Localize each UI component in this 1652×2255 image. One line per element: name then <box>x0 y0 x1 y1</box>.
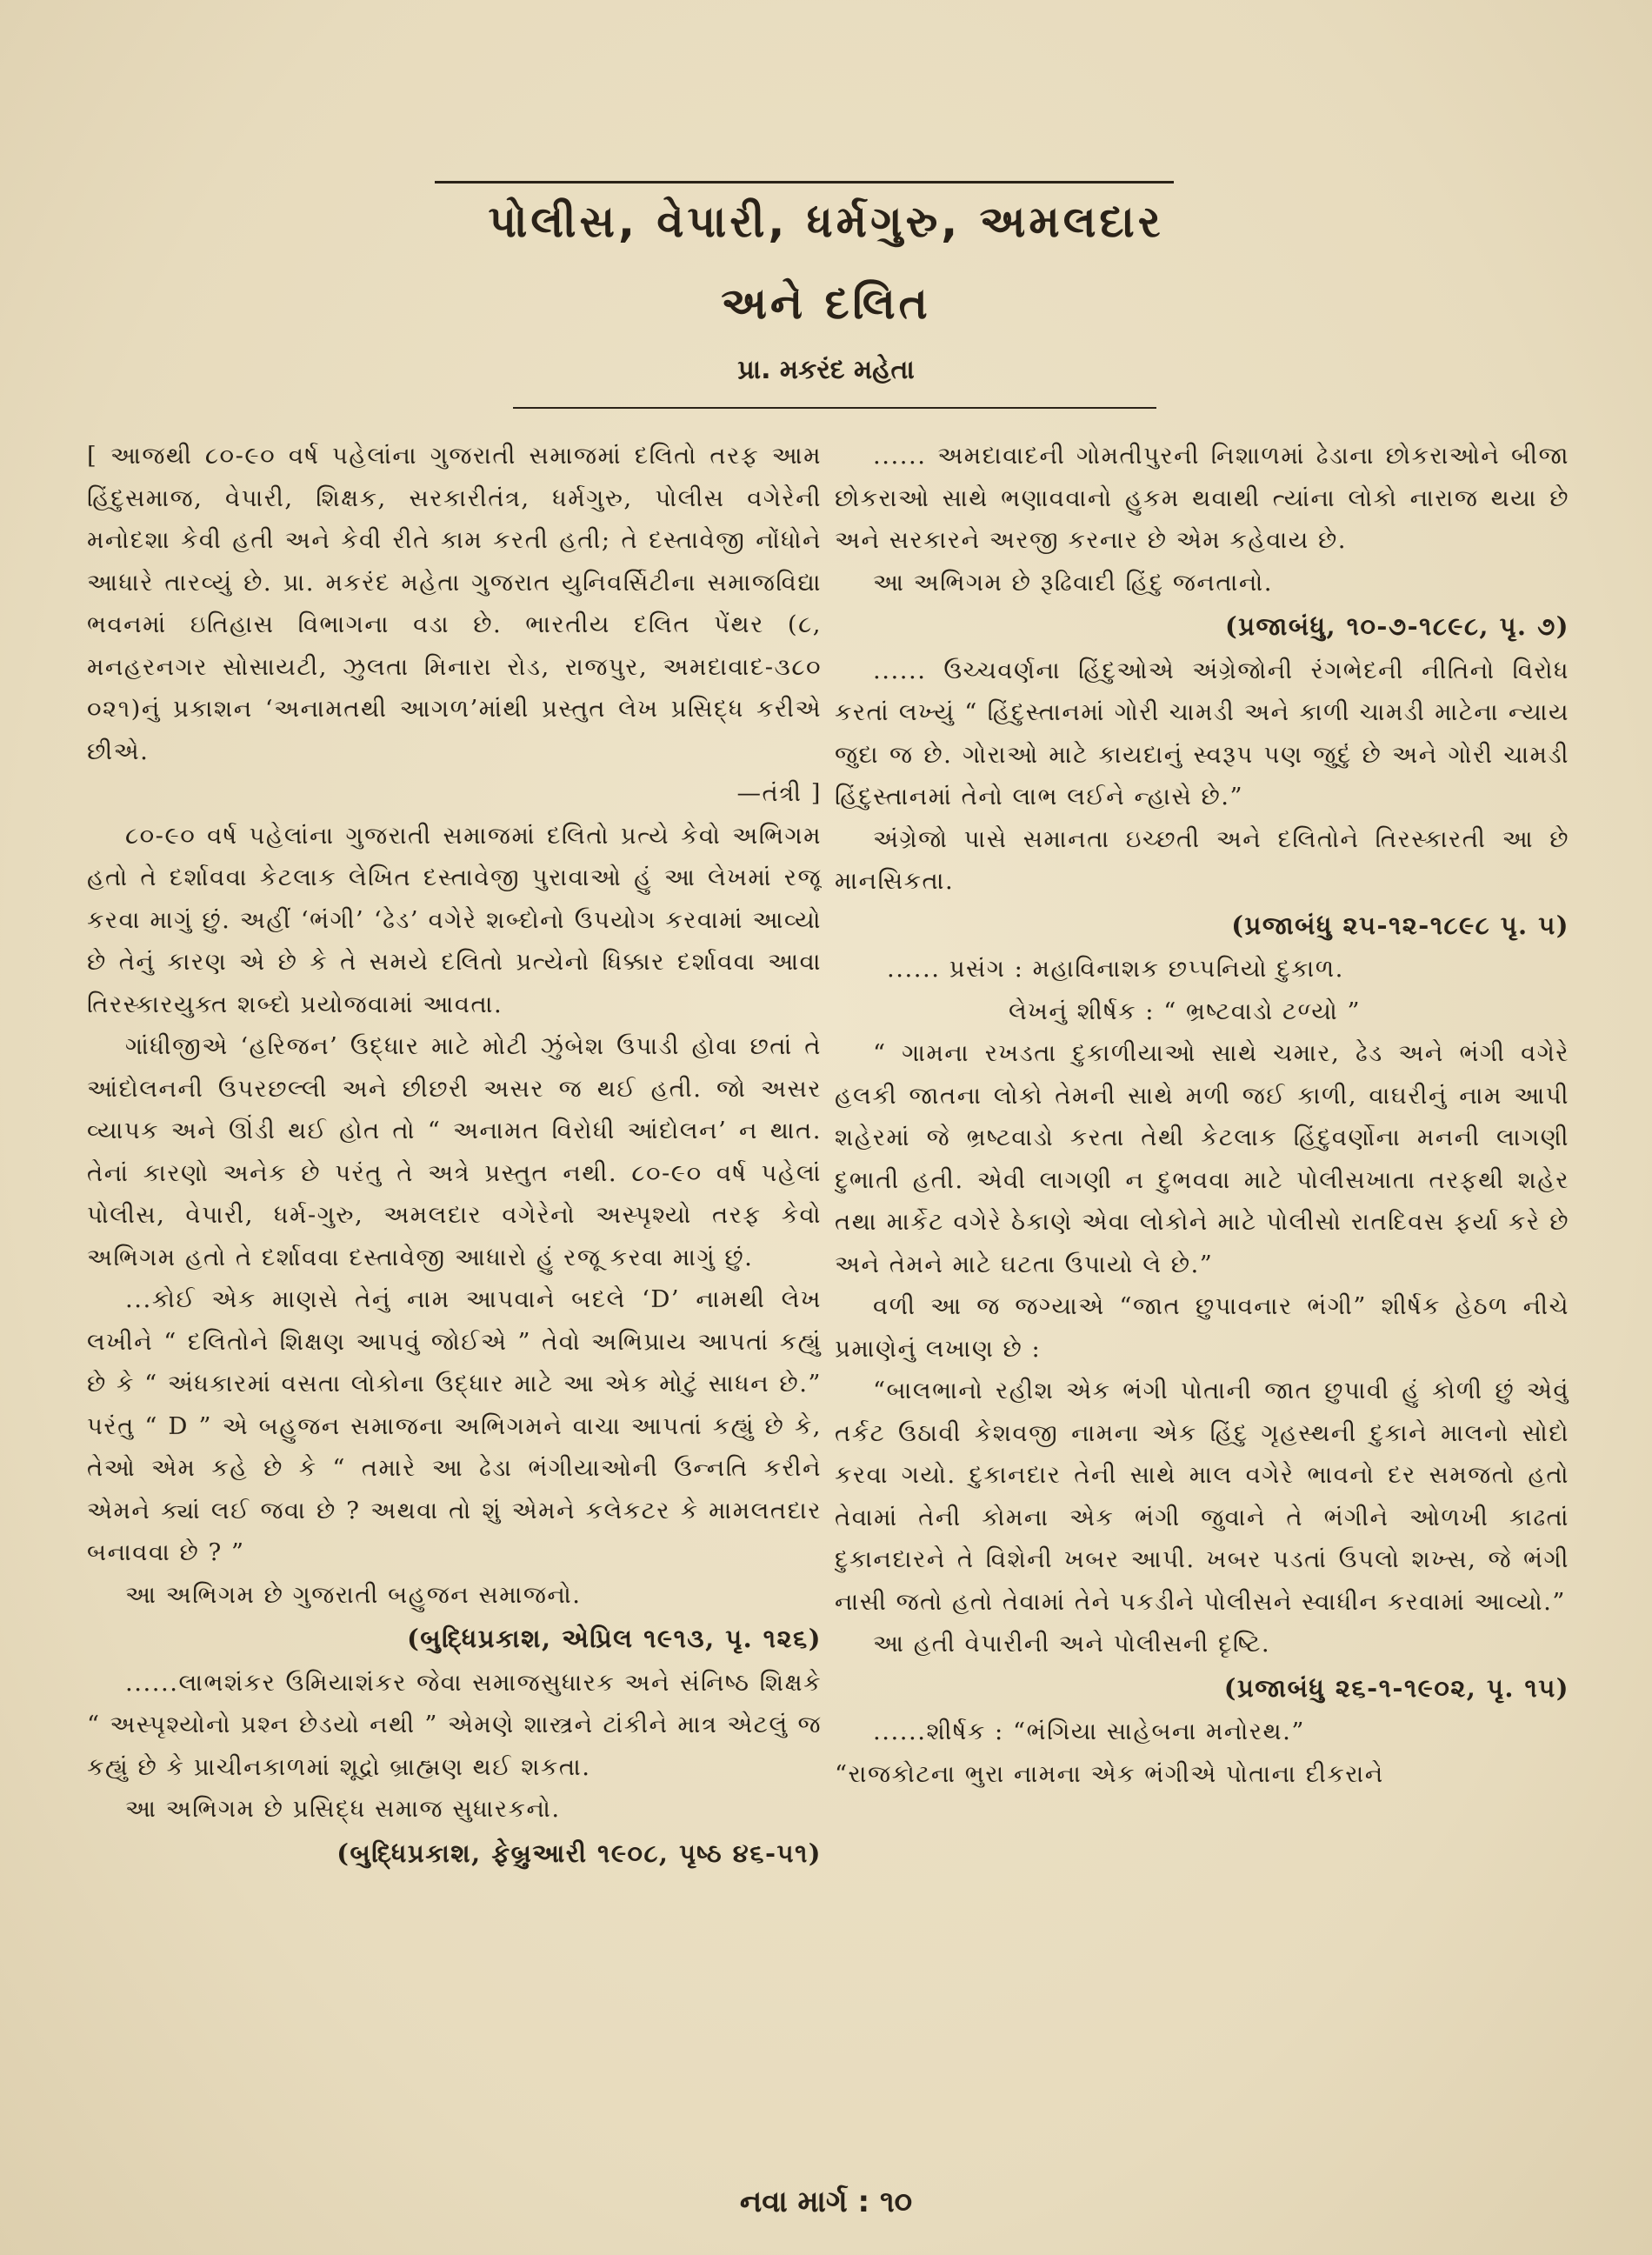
quote-paragraph: “રાજકોટના ભુરા નામના એક ભંગીએ પોતાના દીકરાને <box>835 1759 1384 1788</box>
article-title-line2: અને દલિત <box>721 278 931 329</box>
title-bottom-rule <box>513 407 1156 409</box>
editor-note: [ આજથી ૮૦-૯૦ વર્ષ પહેલાંના ગુજરાતી સમાજમાં દલિતો તરફ આમ હિંદુસમાજ, વેપારી, શિક્ષક, સરકારીતંત્ર, ધર્મગુરુ, પોલીસ વગેરેની મનોદશા કેવી હતી અને કેવી રીતે કામ કરતી હતી; તે દસ્તાવેજી નોંધોને આધારે તારવ્યું છે. પ્રા. મકરંદ મહેતા ગુજરાત યુનિવર્સિટીના સમાજવિદ્યા ભવનમાં ઇતિહાસ વિભાગના વડા છે. ભારતીય દલિત પેંથર (૮, મનહરનગર સોસાયટી, ઝુલતા મિનારા રોડ, રાજપુર, અમદાવાદ-૩૮૦ ૦૨૧)નું પ્રકાશન ‘અનામતથી આગળ’માંથી પ્રસ્તુત લેખ પ્રસિદ્ધ કરીએ છીએ. <box>87 442 822 765</box>
context-line: ...... પ્રસંગ : મહાવિનાશક છપ્પનિયો દુકાળ. <box>887 955 1344 983</box>
body-paragraph: ......લાભશંકર ઉમિયાશંકર જેવા સમાજસુધારક અને સંનિષ્ઠ શિક્ષકે “ અસ્પૃશ્યોનો પ્રશ્ન છેડયો નથી ” એમણે શાસ્ત્રને ટાંકીને માત્ર એટલું જ કહ્યું છે કે પ્રાચીનકાળમાં શૂદ્રો બ્રાહ્મણ થઈ શકતા. <box>87 1668 822 1781</box>
body-paragraph: ...કોઈ એક માણસે તેનું નામ આપવાને બદલે ‘D’ નામથી લેખ લખીને “ દલિતોને શિક્ષણ આપવું જોઈએ ” તેવો અભિપ્રાય આપતાં કહ્યું છે કે “ અંધકારમાં વસતા લોકોના ઉદ્ધાર માટે આ એક મોટું સાધન છે.” પરંતુ “ D ” એ બહુજન સમાજના અભિગમને વાચા આપતાં કહ્યું છે કે, તેઓ એમ કહે છે કે “ તમારે આ ઢેડા ભંગીયાઓની ઉન્નતિ કરીને એમને ક્યાં લઈ જવા છે ? અથવા તો શું એમને કલેકટર કે મામલતદાર બનાવવા છે ? ” <box>87 1285 822 1566</box>
body-paragraph: ગાંધીજીએ ‘હરિજન’ ઉદ્ધાર માટે મોટી ઝુંબેશ ઉપાડી હોવા છતાં તે આંદોલનની ઉપરછલ્લી અને છીછરી અસર જ થઈ હતી. જો અસર વ્યાપક અને ઊંડી થઈ હોત તો “ અનામત વિરોધી આંદોલન’ ન થાત. તેનાં કારણો અનેક છે પરંતુ તે અત્રે પ્રસ્તુત નથી. ૮૦-૯૦ વર્ષ પહેલાં પોલીસ, વેપારી, ધર્મ-ગુરુ, અમલદાર વગેરેનો અસ્પૃશ્યો તરફ કેવો અભિગમ હતો તે દર્શાવવા દસ્તાવેજી આધારો હું રજૂ કરવા માગું છું. <box>87 1032 822 1271</box>
body-paragraph: ...... ઉચ્ચવર્ણના હિંદુઓએ અંગ્રેજોની રંગભેદની નીતિનો વિરોધ કરતાં લખ્યું “ હિંદુસ્તાનમાં ગોરી ચામડી અને કાળી ચામડી માટેના ન્યાય જુદા જ છે. ગોરાઓ માટે કાયદાનું સ્વરૂપ પણ જુદું છે અને ગોરી ચામડી હિંદુસ્તાનમાં તેનો લાભ લઈને ન્હાસે છે.” <box>835 656 1569 811</box>
right-column <box>835 435 1569 2113</box>
body-paragraph: અંગ્રેજો પાસે સમાનતા ઇચ્છતી અને દલિતોને તિરસ્કારતી આ છે માનસિકતા. <box>835 824 1569 895</box>
article-title-line1: પોલીસ, વેપારી, ધર્મગુરુ, અમલદાર <box>488 197 1164 247</box>
citation: (પ્રજાબંધુ, ૧૦-૭-૧૮૯૮, પૃ. ૭) <box>1224 611 1569 641</box>
citation: (પ્રજાબંધુ ૨૫-૧૨-૧૮૯૮ પૃ. ૫) <box>1231 910 1569 940</box>
citation: (બુદ્ધિપ્રકાશ, એપ્રિલ ૧૯૧૩, પૃ. ૧૨૬) <box>407 1624 822 1653</box>
citation: (પ્રજાબંધુ ૨૬-૧-૧૯૦૨, પૃ. ૧૫) <box>1223 1672 1569 1703</box>
body-paragraph: ૮૦-૯૦ વર્ષ પહેલાંના ગુજરાતી સમાજમાં દલિતો પ્રત્યે કેવો અભિગમ હતો તે દર્શાવવા કેટલાક લેખિત દસ્તાવેજી પુરાવાઓ હું આ લેખમાં રજૂ કરવા માગું છું. અહીં ‘ભંગી’ ‘ઢેડ’ વગેરે શબ્દોનો ઉપયોગ કરવામાં આવ્યો છે તેનું કારણ એ છે કે તે સમયે દલિતો પ્રત્યેનો ધિક્કાર દર્શાવવા આવા તિરસ્કારયુક્ત શબ્દો પ્રયોજવામાં આવતા. <box>87 821 822 1018</box>
left-column <box>87 435 822 2113</box>
page-footer: નવા માર્ગ : ૧૦ <box>739 2185 913 2219</box>
body-paragraph: આ અભિગમ છે ગુજરાતી બહુજન સમાજનો. <box>125 1580 582 1609</box>
article-author: પ્રા. મકરંદ મહેતા <box>737 355 915 385</box>
headline-line: ......શીર્ષક : “ભંગિયા સાહેબના મનોરથ.” <box>873 1718 1305 1745</box>
quote-paragraph: “ ગામના રખડતા દુકાળીયાઓ સાથે ચમાર, ઢેડ અને ભંગી વગેરે હલકી જાતના લોકો તેમની સાથે મળી જઈ કાળી, વાઘરીનું નામ આપી શહેરમાં જે ભ્રષ્ટવાડો કરતા તેથી કેટલાક હિંદુવર્ણોના મનની લાગણી દુભાતી હતી. એવી લાગણી ન દુભવવા માટે પોલીસખાતા તરફથી શહેર તથા માર્કેટ વગેરે ઠેકાણે એવા લોકોને માટે પોલીસો રાતદિવસ ફર્યા કરે છે અને તેમને માટે ઘટતા ઉપાયો લે છે.” <box>835 1039 1569 1278</box>
quote-paragraph: “બાલભાનો રહીશ એક ભંગી પોતાની જાત છુપાવી હું કોળી છું એવું તર્કટ ઉઠાવી કેશવજી નામના એક હિંદુ ગૃહસ્થની દુકાને માલનો સોદો કરવા ગયો. દુકાનદાર તેની સાથે માલ વગેરે ભાવનો દર સમજતો હતો તેવામાં તેની કોમના એક ભંગી જુવાને તે ભંગીને ઓળખી કાઢતાં દુકાનદારને તે વિશેની ખબર આપી. ખબર પડતાં ઉપલો શખ્સ, જે ભંગી નાસી જતો હતો તેવામાં તેને પકડીને પોલીસને સ્વાધીન કરવામાં આવ્યો.” <box>835 1377 1569 1616</box>
editor-signoff: —તંત્રી ] <box>736 779 822 807</box>
body-paragraph: ...... અમદાવાદની ગોમતીપુરની નિશાળમાં ઢેડાના છોકરાઓને બીજા છોકરાઓ સાથે ભણાવવાનો હુકમ થવાથી ત્યાંના લોકો નારાજ થયા છે અને સરકારને અરજી કરનાર છે એમ કહેવાય છે. <box>835 442 1569 554</box>
body-paragraph: આ હતી વેપારીની અને પોલીસની દૃષ્ટિ. <box>873 1630 1271 1658</box>
headline-line: લેખનું શીર્ષક : “ ભ્રષ્ટવાડો ટળ્યો ” <box>1009 997 1362 1025</box>
body-paragraph: આ અભિગમ છે રૂઢિવાદી હિંદુ જનતાનો. <box>873 568 1273 597</box>
title-top-rule <box>435 181 1174 183</box>
citation: (બુદ્ધિપ્રકાશ, ફેબ્રુઆરી ૧૯૦૮, પૃષ્ઠ ૪૬-૫૧) <box>336 1838 822 1868</box>
body-paragraph: વળી આ જ જગ્યાએ “જાત છુપાવનાર ભંગી” શીર્ષક હેઠળ નીચે પ્રમાણેનું લખાણ છે : <box>835 1292 1569 1363</box>
body-paragraph: આ અભિગમ છે પ્રસિદ્ધ સમાજ સુધારકનો. <box>125 1795 561 1823</box>
